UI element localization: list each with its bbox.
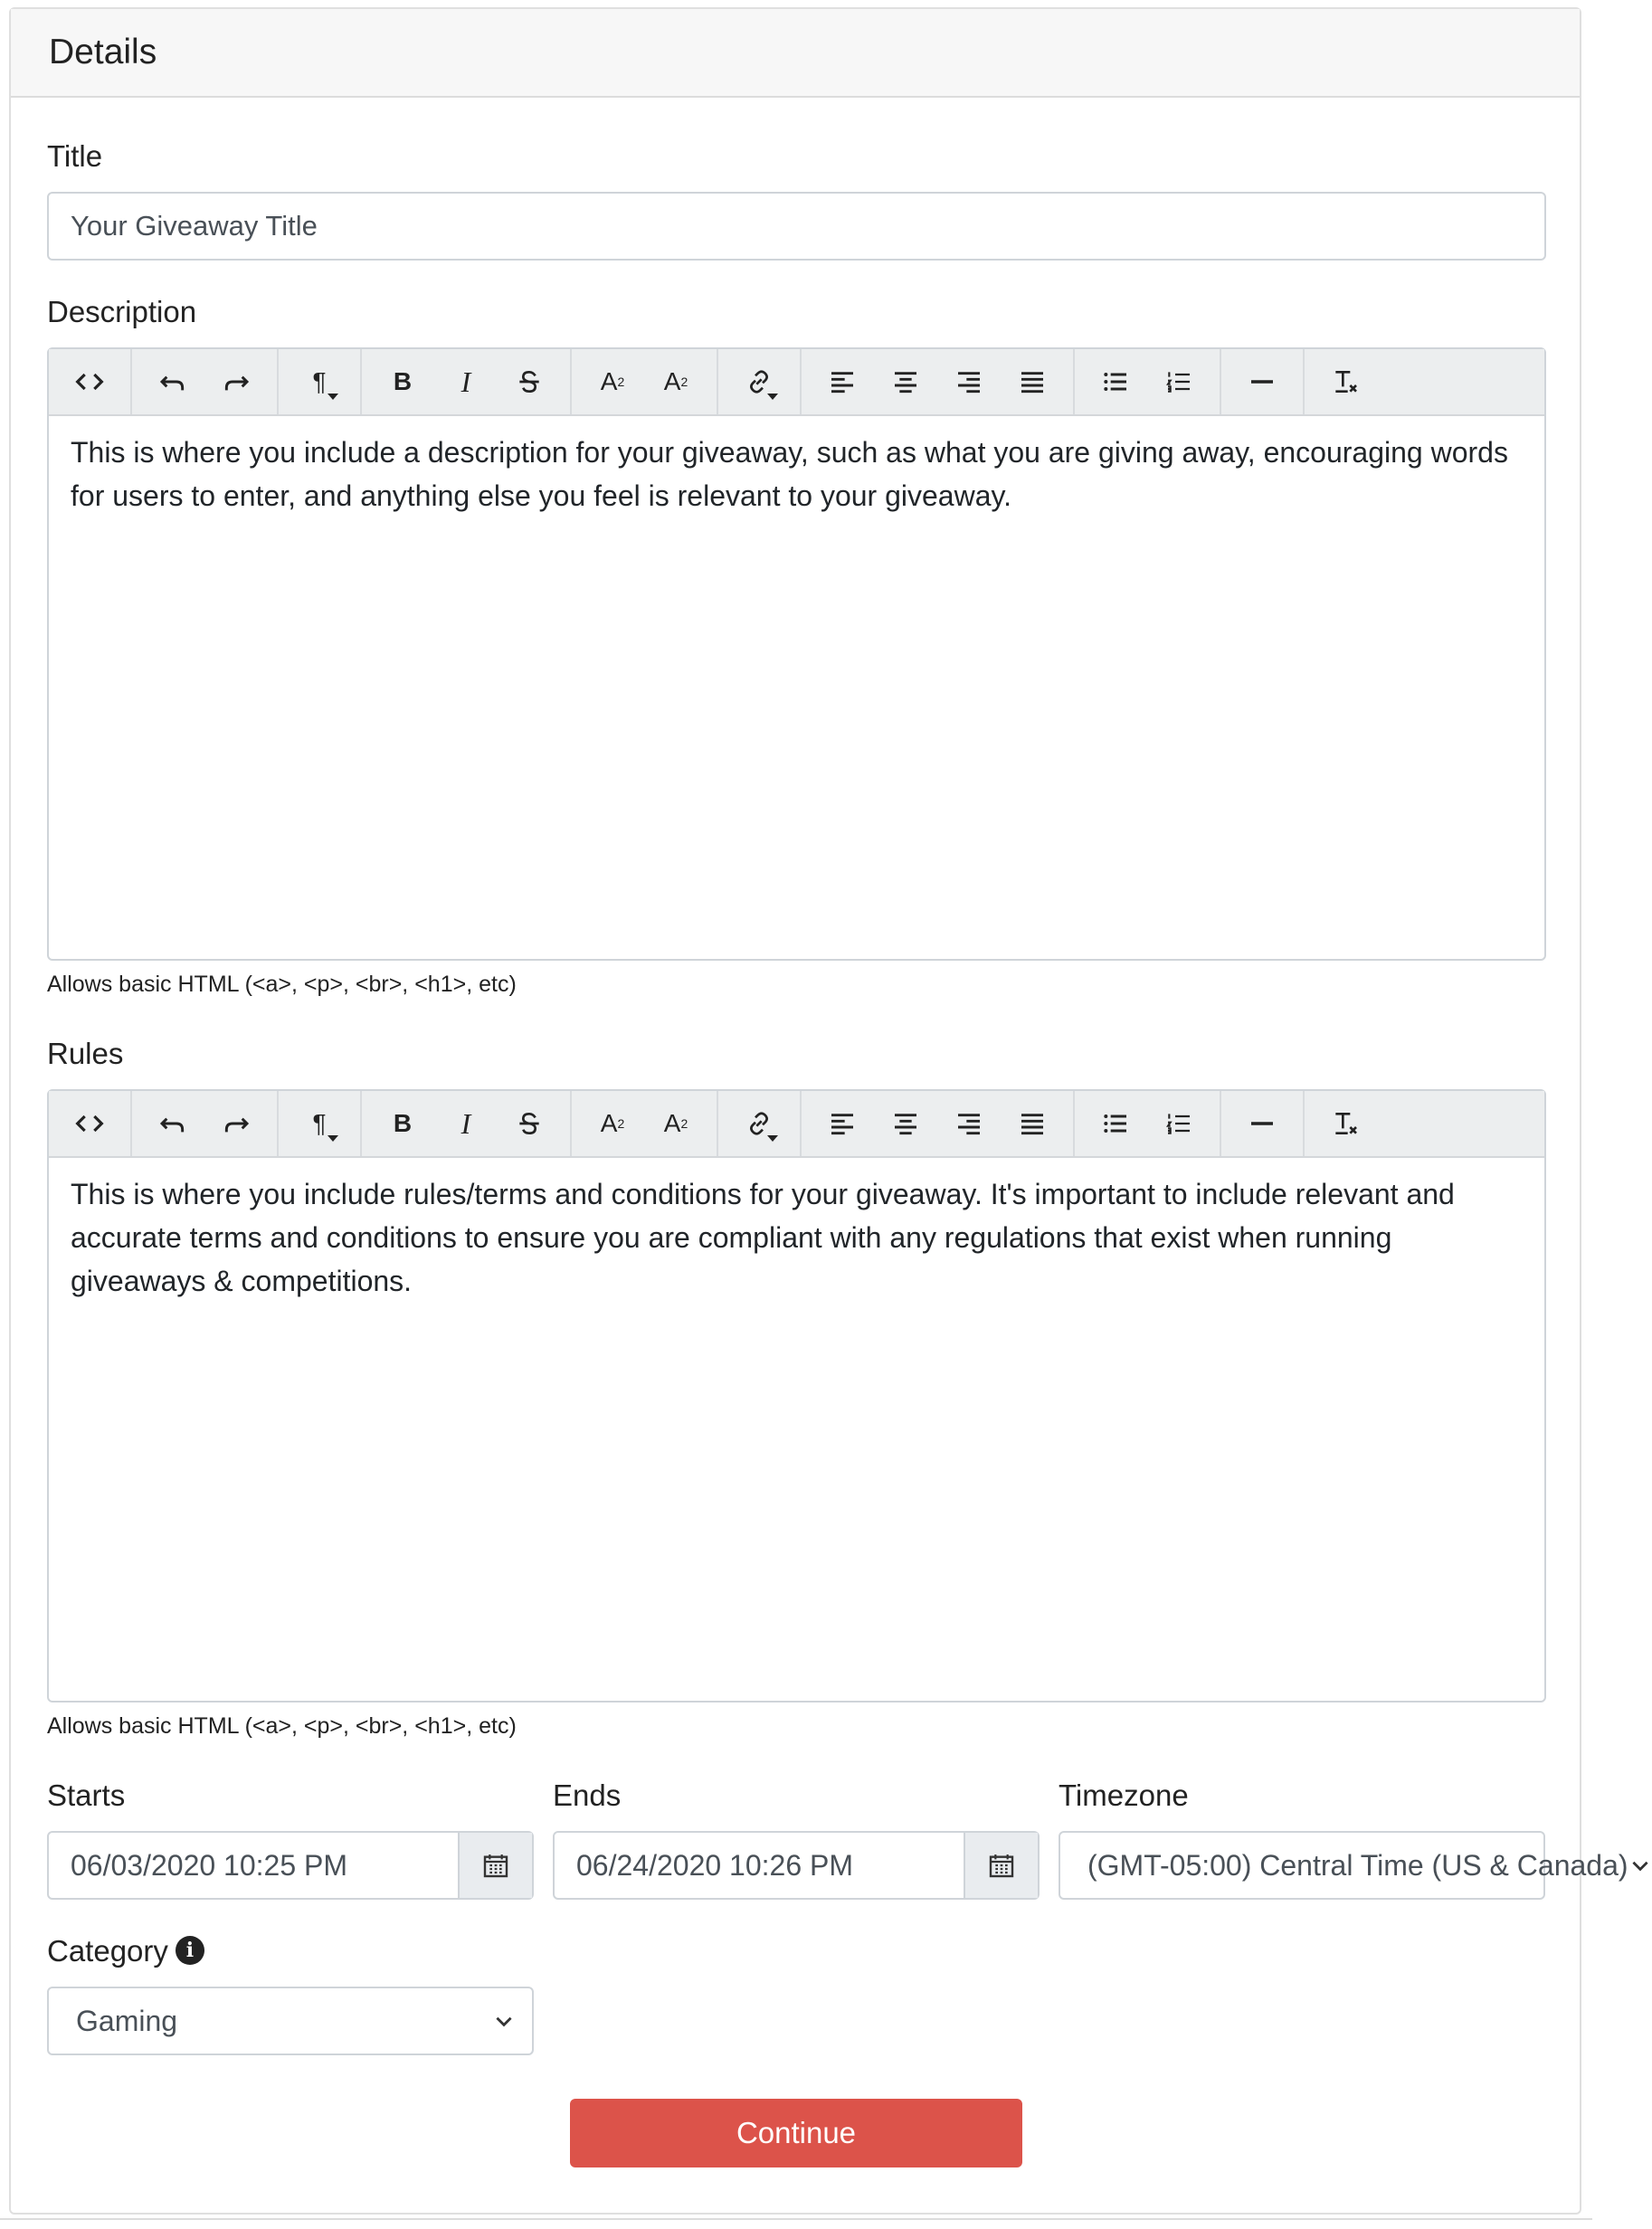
card-title: Details [49,33,157,71]
timezone-select[interactable] [1059,1831,1628,1900]
horizontal-rule-icon[interactable] [1230,349,1294,414]
chevron-down-icon [1628,1854,1652,1877]
description-toolbar [49,349,1544,416]
category-value: Gaming [76,2004,178,2037]
clear-formatting-icon[interactable] [1314,1091,1377,1156]
ends-input[interactable]: 06/24/2020 10:26 PM [576,1848,854,1882]
align-right-icon[interactable] [937,1091,1001,1156]
timezone-label: Timezone [1059,1778,1189,1812]
calendar-icon[interactable] [458,1833,532,1898]
timezone-value: (GMT-05:00) Central Time (US & Canada) [1087,1848,1628,1882]
align-left-icon[interactable] [811,1091,874,1156]
chevron-down-icon [490,2009,517,2033]
paragraph-format-icon[interactable]: ¶ [288,349,351,414]
align-justify-icon[interactable] [1001,349,1064,414]
description-content[interactable]: This is where you include a description for your giveaway, such as what you are giving away, encouraging words for users to enter, and anything else you feel is relevant to your giveaway. [71,436,1508,512]
strikethrough-icon[interactable] [498,349,561,414]
paragraph-format-icon[interactable]: ¶ [288,1091,351,1156]
link-icon[interactable] [727,1091,791,1156]
rules-content[interactable]: This is where you include rules/terms and conditions for your giveaway. It's important to include relevant and accurate terms and conditions to ensure you are compliant with any regulations that exist when running giveaways & competitions. [71,1178,1455,1297]
subscript-icon[interactable]: A 2 [663,367,688,395]
strikethrough-icon[interactable] [498,1091,561,1156]
info-icon[interactable]: i [176,1936,204,1965]
rules-toolbar [49,1091,1544,1158]
bullet-list-icon[interactable] [1084,349,1147,414]
starts-label: Starts [47,1778,126,1812]
footer-divider [0,2218,1592,2220]
rules-help: Allows basic HTML (<a>, <p>, <br>, <h1>, etc) [47,1713,517,1739]
description-label: Description [47,295,197,328]
align-justify-icon[interactable] [1001,1091,1064,1156]
clear-formatting-icon[interactable] [1314,349,1377,414]
calendar-icon[interactable] [964,1833,1038,1898]
description-help: Allows basic HTML (<a>, <p>, <br>, <h1>, etc) [47,972,517,997]
align-center-icon[interactable] [874,349,937,414]
align-center-icon[interactable] [874,1091,937,1156]
category-label-row [47,1936,204,1968]
card-header [11,9,1580,98]
code-view-icon[interactable] [58,1091,121,1156]
rules-editor[interactable] [47,1089,1546,1703]
category-label: Category [47,1934,168,1968]
align-right-icon[interactable] [937,349,1001,414]
superscript-icon[interactable]: A 2 [600,367,625,395]
ends-label: Ends [553,1778,622,1812]
starts-input[interactable]: 06/03/2020 10:25 PM [71,1848,348,1882]
subscript-icon[interactable]: A 2 [663,1109,688,1137]
bold-icon[interactable]: B [393,367,413,395]
ends-datepicker[interactable] [553,1831,1040,1900]
undo-icon[interactable] [141,1091,204,1156]
numbered-list-icon[interactable] [1147,1091,1211,1156]
continue-button[interactable]: Continue [570,2099,1022,2167]
italic-icon[interactable]: I [460,365,471,398]
redo-icon[interactable] [204,1091,268,1156]
link-icon[interactable] [727,349,791,414]
superscript-icon[interactable]: A 2 [600,1109,625,1137]
category-select[interactable] [47,1987,534,2055]
rules-label: Rules [47,1037,124,1070]
redo-icon[interactable] [204,349,268,414]
bullet-list-icon[interactable] [1084,1091,1147,1156]
code-view-icon[interactable] [58,349,121,414]
align-left-icon[interactable] [811,349,874,414]
description-editor[interactable] [47,347,1546,961]
title-label: Title [47,139,103,173]
undo-icon[interactable] [141,349,204,414]
numbered-list-icon[interactable] [1147,349,1211,414]
italic-icon[interactable]: I [460,1106,471,1140]
horizontal-rule-icon[interactable] [1230,1091,1294,1156]
starts-datepicker[interactable] [47,1831,534,1900]
bold-icon[interactable]: B [393,1109,413,1137]
title-input[interactable] [47,192,1546,261]
